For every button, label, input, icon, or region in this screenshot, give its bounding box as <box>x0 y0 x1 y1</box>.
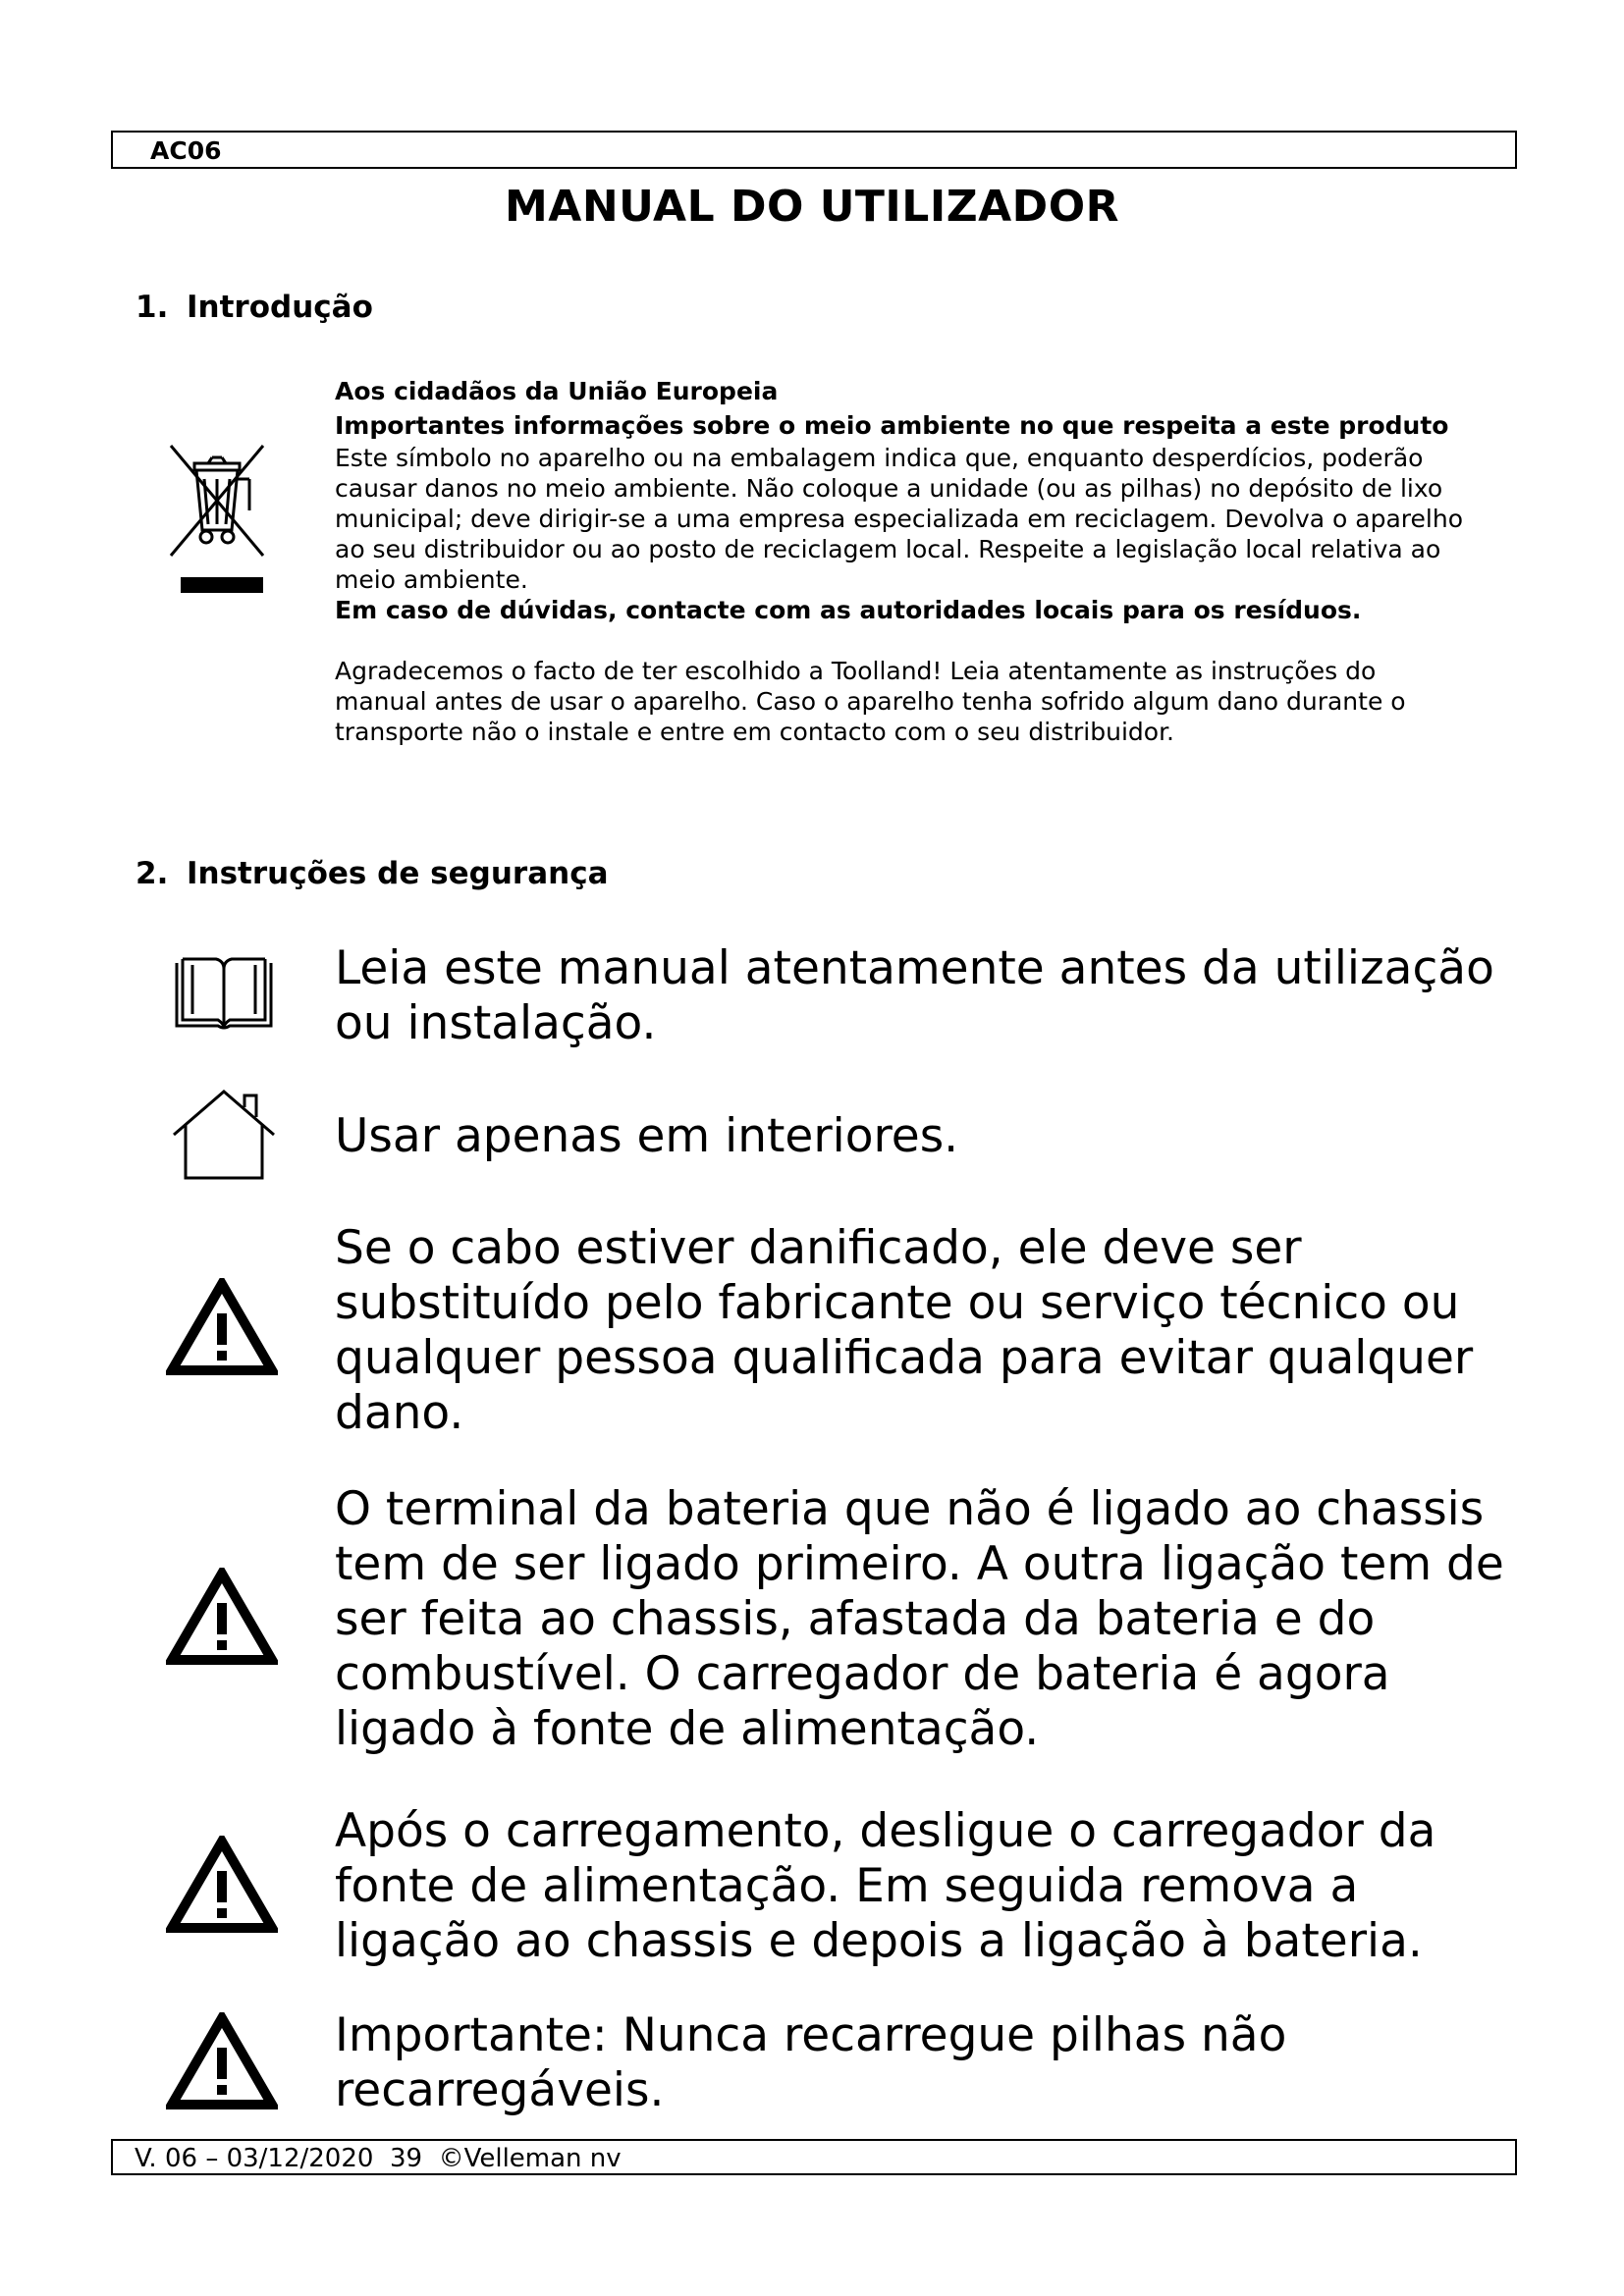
indoor-house-icon <box>170 1088 278 1182</box>
warning-triangle-icon <box>166 1568 278 1666</box>
warning-triangle-icon <box>166 1836 278 1934</box>
manual-book-icon <box>173 955 275 1032</box>
footer-version: V. 06 – 03/12/2020 <box>135 2144 374 2173</box>
safety-item-3-text: Se o cabo estiver danificado, ele deve ser substituído pelo fabricante ou serviço técnico ou qualquer pessoa qualificada para evitar qualquer dano. <box>335 1221 1474 1440</box>
page-title: MANUAL DO UTILIZADOR <box>505 182 1119 232</box>
thanks-text: Agradecemos o facto de ter escolhido a Toolland! Leia atentamente as instruções do manual antes de usar o aparelho. Caso o aparelho tenha sofrido algum dano durante o transporte não o instale e entre em contacto com o seu distribuidor. <box>335 657 1406 746</box>
footer-line <box>135 2144 622 2173</box>
env-text: Este símbolo no aparelho ou na embalagem indica que, enquanto desperdícios, poderão causar danos no meio ambiente. Não coloque a unidade (ou as pilhas) no depósito de lixo municipal; deve dirigir-se a uma empresa especializada em reciclagem. Devolva o aparelho ao seu distribuidor ou ao posto de reciclagem local. Respeite a legislação local relativa ao meio ambiente. <box>335 444 1463 594</box>
footer-box <box>111 2139 1517 2175</box>
warning-triangle-icon <box>166 2012 278 2110</box>
env-heading: Importantes informações sobre o meio ambiente no que respeita a este produto <box>335 411 1449 440</box>
section-1-heading <box>135 290 373 325</box>
header-box <box>111 131 1517 169</box>
doubt-text: Em caso de dúvidas, contacte com as autoridades locais para os resíduos. <box>335 596 1362 624</box>
section-2-title: Instruções de segurança <box>187 856 609 891</box>
footer-copyright: ©Velleman nv <box>438 2144 622 2173</box>
section-1-number: 1. <box>135 290 169 325</box>
safety-item-2-text: Usar apenas em interiores. <box>335 1109 959 1163</box>
safety-item-1-text: Leia este manual atentamente antes da utilização ou instalação. <box>335 941 1494 1050</box>
weee-bin-icon <box>167 440 267 597</box>
warning-triangle-icon <box>166 1278 278 1376</box>
safety-item-5-text: Após o carregamento, desligue o carregador da fonte de alimentação. Em seguida remova a ligação ao chassis e depois a ligação à bateria. <box>335 1804 1436 1968</box>
model-code: AC06 <box>150 136 222 165</box>
eu-heading: Aos cidadãos da União Europeia <box>335 377 779 405</box>
section-2-number: 2. <box>135 856 169 891</box>
intro-text-block <box>335 376 1474 747</box>
section-1-title: Introdução <box>187 290 373 325</box>
safety-item-4-text: O terminal da bateria que não é ligado ao chassis tem de ser ligado primeiro. A outra ligação tem de ser feita ao chassis, afastada da bateria e do combustível. O carregador de bateria é agora ligado à fonte de alimentação. <box>335 1482 1504 1756</box>
safety-item-6-text: Importante: Nunca recarregue pilhas não recarregáveis. <box>335 2008 1287 2117</box>
section-2-heading <box>135 856 609 891</box>
footer-page-number: 39 <box>389 2144 423 2173</box>
